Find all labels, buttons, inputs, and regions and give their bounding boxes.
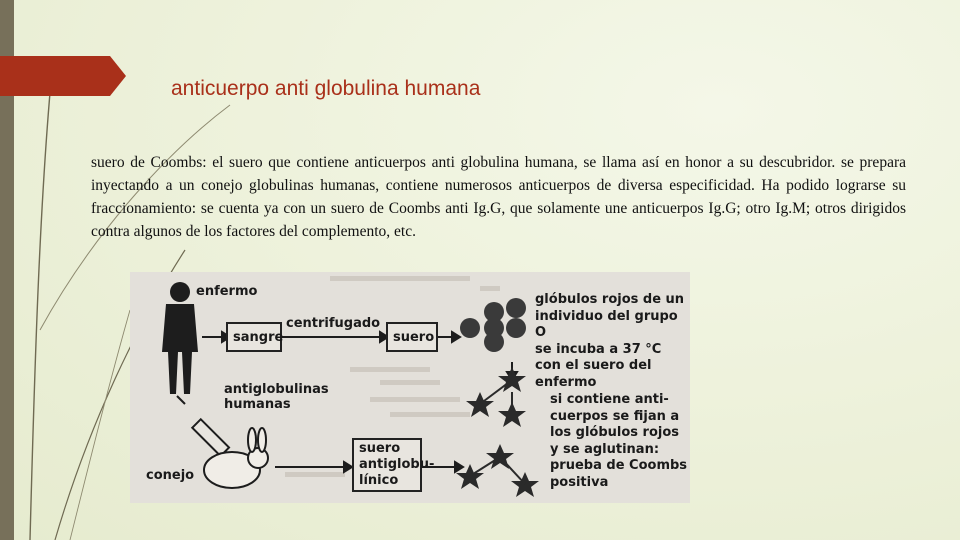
red-blood-cells — [460, 298, 526, 352]
patient-silhouette — [162, 282, 198, 394]
box-suero: suero — [386, 322, 438, 352]
label-enfermo: enfermo — [196, 284, 258, 299]
desc-top-4: con el suero del — [535, 358, 652, 373]
label-antiglobulinas — [224, 382, 329, 412]
coombs-test-figure — [130, 272, 690, 503]
box-sangre: sangre — [226, 322, 282, 352]
desc-bottom-6: positiva — [550, 474, 609, 490]
slide-title: anticuerpo anti globulina humana — [171, 77, 481, 100]
label-centrifugado: centrifugado — [286, 316, 381, 331]
description-incubation — [535, 292, 690, 391]
agglutinated-cells — [456, 367, 539, 497]
label-antiglobulinas-line1: antiglobulinas — [224, 382, 329, 397]
suero-antiglob-line3: línico — [359, 473, 399, 488]
desc-top-1: glóbulos rojos de un — [535, 292, 685, 307]
box-suero-antiglobulinico — [352, 438, 435, 492]
desc-bottom-5: prueba de Coombs — [550, 458, 688, 473]
desc-top-2: individuo del grupo O — [535, 308, 678, 340]
label-antiglobulinas-line2: humanas — [224, 397, 291, 412]
desc-bottom-3: los glóbulos rojos — [550, 425, 680, 440]
suero-antiglob-line1: suero — [359, 441, 401, 456]
title-accent-shape — [0, 56, 126, 96]
desc-bottom-2: cuerpos se fijan a — [550, 408, 680, 424]
desc-top-5: enfermo — [535, 374, 597, 390]
desc-top-3: se incuba a 37 °C — [535, 341, 662, 357]
slide-body-text: suero de Coombs: el suero que contiene anticuerpos anti globulina humana, se llama así en honor a su descubridor. se prepara inyectando a un conejo globulinas humanas, contiene numerosos anticuerpos de diversa especificidad. Ha podido lograrse su fraccionamiento: se cuenta ya con un suero de Coombs anti Ig.G, que solamente une anticuerpos Ig.G; otro Ig.M; otros dirigidos contra algunos de los factores del complemento, etc. — [91, 154, 906, 240]
label-conejo: conejo — [146, 468, 195, 483]
description-result — [550, 392, 687, 491]
desc-bottom-1: si contiene anti- — [550, 392, 669, 407]
desc-bottom-4: y se aglutinan: — [550, 441, 660, 457]
suero-antiglob-line2: antiglobu- — [359, 457, 435, 472]
